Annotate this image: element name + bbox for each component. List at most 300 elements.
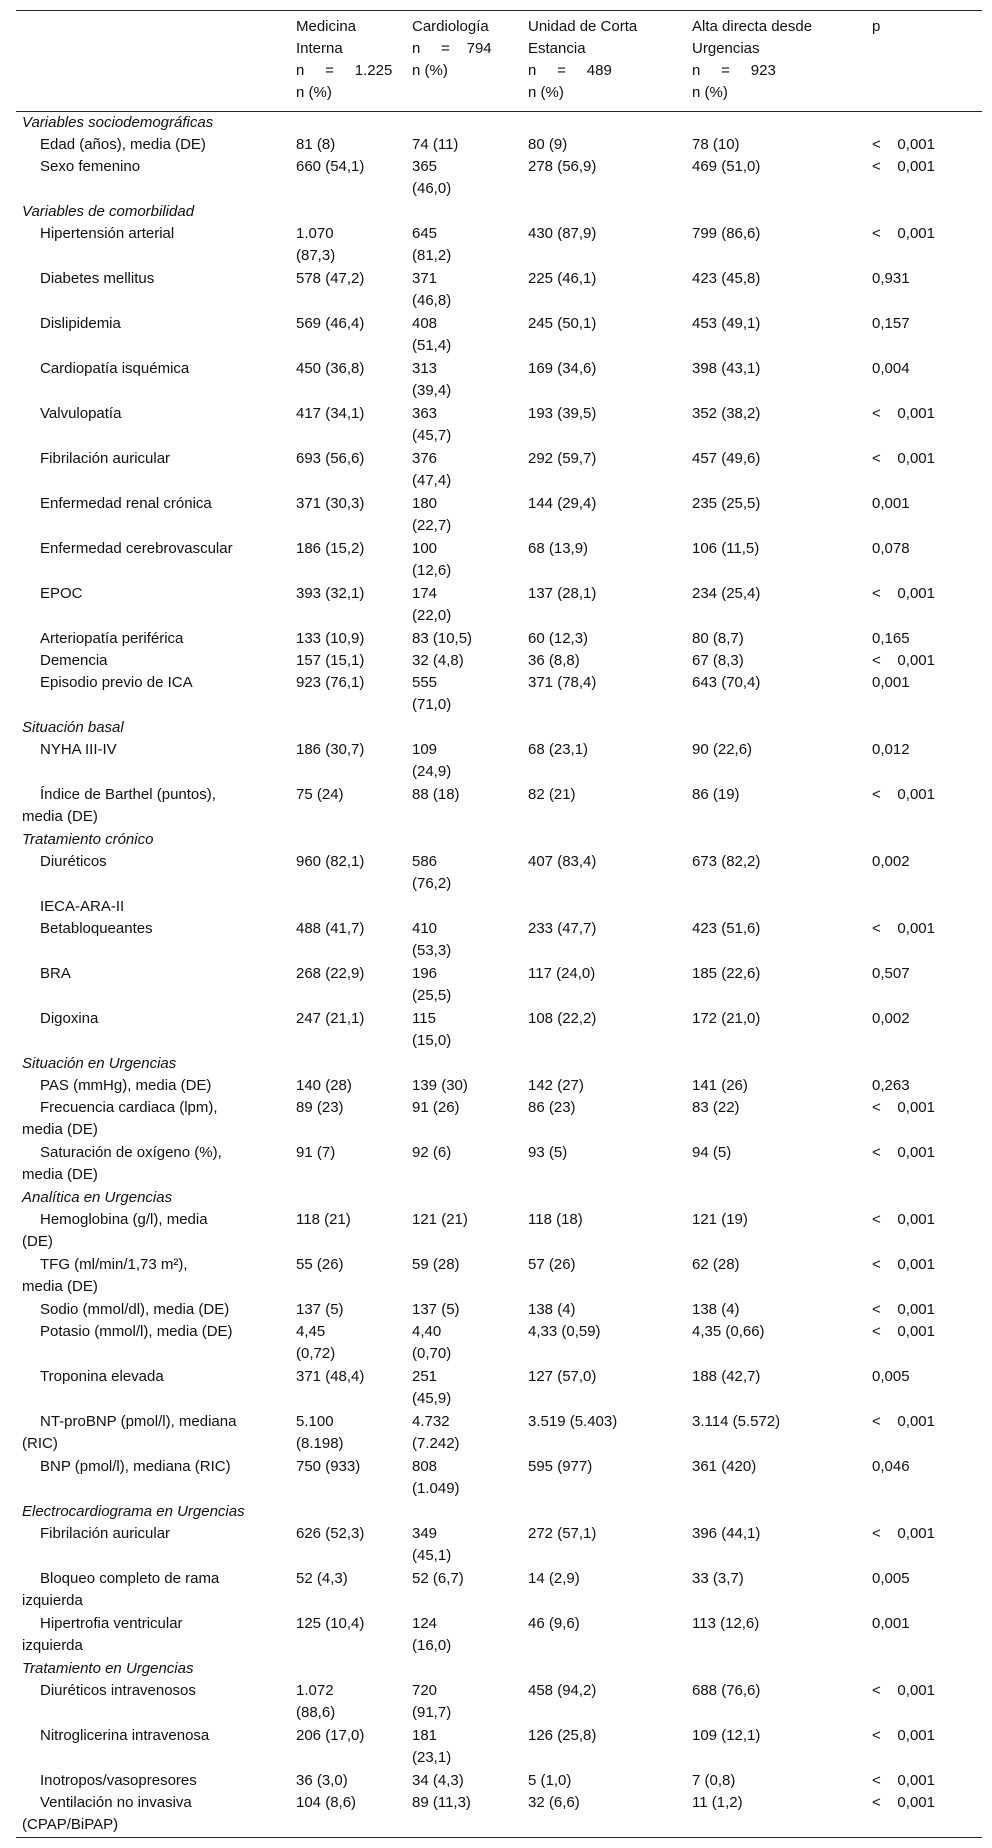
row-label-line: Potasio (mmol/l), media (DE) [40,1323,233,1340]
value-cell: 60 (12,3) [528,630,589,647]
table-row [16,851,982,896]
value-cell: 52 (6,7) [412,1570,464,1587]
row-label-line: Fibrilación auricular [40,450,171,467]
value-cell: 121 (21) [412,1211,468,1228]
table-row [16,268,982,313]
data-table [16,10,982,1838]
row-label-line: (CPAP/BiPAP) [22,1816,119,1833]
row-label [16,134,290,156]
header-p-value: p [872,18,881,35]
value-cell: 234 (25,4) [692,585,761,602]
row-label-line: Nitroglicerina intravenosa [40,1727,210,1744]
value-cell: 193 (39,5) [528,405,597,422]
value-cell: 430 (87,9) [528,225,597,242]
value-cell: 115 (15,0) [412,1010,452,1049]
row-label-line: Demencia [40,652,108,669]
value-cell: 68 (23,1) [528,741,589,758]
row-label [16,1523,290,1568]
value-cell: 586 (76,2) [412,853,452,892]
p-value-cell: 0,005 [872,1570,910,1587]
section-row [16,1658,982,1680]
value-cell: 488 (41,7) [296,920,365,937]
value-cell: 645 (81,2) [412,225,452,264]
p-value-cell: < 0,001 [872,1413,935,1430]
value-cell: 371 (46,8) [412,270,452,309]
row-label-line: Bloqueo completo de rama [40,1570,220,1587]
value-cell: 108 (22,2) [528,1010,597,1027]
row-label-line: Ventilación no invasiva [40,1794,192,1811]
value-cell: 7 (0,8) [692,1772,736,1789]
value-cell [686,896,866,918]
row-label [16,358,290,403]
value-cell: 233 (47,7) [528,920,597,937]
row-label [16,650,290,672]
p-value-cell: 0,001 [872,674,910,691]
value-cell: 89 (11,3) [412,1794,471,1811]
p-value-cell: 0,046 [872,1458,910,1475]
table-row [16,358,982,403]
value-cell: 180 (22,7) [412,495,452,534]
row-label [16,1725,290,1770]
value-cell: 278 (56,9) [528,158,597,175]
value-cell: 55 (26) [296,1256,344,1273]
row-label-line: Betabloqueantes [40,920,153,937]
value-cell: 186 (15,2) [296,540,365,557]
header-unidad-corta-estancia: Unidad de Corta Estancia n = 489 n (%) [528,18,638,101]
table-body [16,112,982,1838]
p-value-cell: < 0,001 [872,1525,935,1542]
value-cell: 960 (82,1) [296,853,365,870]
value-cell: 423 (45,8) [692,270,761,287]
row-label [16,1142,290,1187]
value-cell: 86 (19) [692,786,740,803]
row-label-line: izquierda [22,1637,83,1654]
value-cell: 83 (22) [692,1099,740,1116]
value-cell: 423 (51,6) [692,920,761,937]
table-row [16,313,982,358]
value-cell: 78 (10) [692,136,740,153]
row-label [16,538,290,583]
value-cell: 94 (5) [692,1144,732,1161]
table-row [16,1008,982,1053]
value-cell: 5.100 (8.198) [296,1413,344,1452]
value-cell: 181 (23,1) [412,1727,452,1766]
value-cell [406,896,522,918]
table-row [16,583,982,628]
value-cell: 923 (76,1) [296,674,365,691]
table-header [16,11,982,112]
p-value-cell: < 0,001 [872,1256,935,1273]
section-row [16,201,982,223]
p-value-cell: 0,078 [872,540,910,557]
table-row [16,1321,982,1366]
table-row [16,1254,982,1299]
section-row [16,112,982,135]
value-cell: 408 (51,4) [412,315,452,354]
row-label [16,403,290,448]
p-value-cell: < 0,001 [872,225,935,242]
value-cell: 57 (26) [528,1256,576,1273]
value-cell: 127 (57,0) [528,1368,597,1385]
row-label [16,313,290,358]
p-value-cell: 0,931 [872,270,910,287]
row-label [16,583,290,628]
p-value-cell: < 0,001 [872,1144,935,1161]
value-cell: 80 (8,7) [692,630,744,647]
value-cell: 196 (25,5) [412,965,452,1004]
row-label-line: Enfermedad cerebrovascular [40,540,233,557]
row-label [16,963,290,1008]
row-label-line: Frecuencia cardiaca (lpm), [40,1099,218,1116]
value-cell: 4,40 (0,70) [412,1323,452,1362]
value-cell: 4,33 (0,59) [528,1323,601,1340]
value-cell: 142 (27) [528,1077,584,1094]
value-cell: 138 (4) [692,1301,740,1318]
value-cell: 396 (44,1) [692,1525,761,1542]
p-value-cell: 0,012 [872,741,910,758]
header-cardiologia: Cardiología n = 794 n (%) [412,18,492,79]
p-value-cell: < 0,001 [872,652,935,669]
section-title: Electrocardiograma en Urgencias [22,1503,245,1520]
row-label [16,1008,290,1053]
value-cell: 75 (24) [296,786,344,803]
value-cell: 3.114 (5.572) [692,1413,781,1430]
section-title: Situación basal [22,719,124,736]
value-cell: 352 (38,2) [692,405,761,422]
value-cell: 121 (19) [692,1211,748,1228]
value-cell: 172 (21,0) [692,1010,761,1027]
value-cell: 124 (16,0) [412,1615,452,1654]
row-label [16,672,290,717]
section-title: Tratamiento crónico [22,831,154,848]
section-row [16,1501,982,1523]
section-title: Analítica en Urgencias [22,1189,173,1206]
row-label [16,1209,290,1254]
row-label-line: EPOC [40,585,83,602]
value-cell: 4,45 (0,72) [296,1323,336,1362]
value-cell [290,896,406,918]
value-cell: 398 (43,1) [692,360,761,377]
value-cell: 688 (76,6) [692,1682,761,1699]
value-cell: 32 (4,8) [412,652,464,669]
p-value-cell [866,896,982,918]
row-label [16,1613,290,1658]
table-row [16,1613,982,1658]
table-row [16,963,982,1008]
value-cell: 74 (11) [412,136,459,153]
value-cell: 595 (977) [528,1458,593,1475]
p-value-cell: < 0,001 [872,158,935,175]
value-cell: 292 (59,7) [528,450,597,467]
row-label-line: (RIC) [22,1435,58,1452]
table-row [16,1523,982,1568]
section-title: Situación en Urgencias [22,1055,177,1072]
row-label [16,1366,290,1411]
row-label-line: Hipertensión arterial [40,225,175,242]
table-row [16,156,982,201]
p-value-cell: 0,507 [872,965,910,982]
table-row [16,538,982,583]
p-value-cell: < 0,001 [872,1682,935,1699]
row-label-line: BNP (pmol/l), mediana (RIC) [40,1458,231,1475]
value-cell: 67 (8,3) [692,652,744,669]
table-row [16,1097,982,1142]
value-cell [522,896,686,918]
row-label [16,1097,290,1142]
p-value-cell: < 0,001 [872,405,935,422]
value-cell: 133 (10,9) [296,630,365,647]
value-cell: 693 (56,6) [296,450,365,467]
value-cell: 188 (42,7) [692,1368,761,1385]
table-row [16,1142,982,1187]
value-cell: 4,35 (0,66) [692,1323,765,1340]
value-cell: 376 (47,4) [412,450,452,489]
row-label-line: Índice de Barthel (puntos), [40,786,216,803]
table-row [16,1456,982,1501]
section-row [16,1187,982,1209]
row-label-line: Sodio (mmol/dl), media (DE) [40,1301,230,1318]
row-label [16,1568,290,1613]
p-value-cell: 0,002 [872,853,910,870]
value-cell: 109 (12,1) [692,1727,761,1744]
value-cell: 81 (8) [296,136,336,153]
value-cell: 83 (10,5) [412,630,473,647]
value-cell: 4.732 (7.242) [412,1413,460,1452]
table-row [16,1770,982,1792]
p-value-cell: 0,263 [872,1077,910,1094]
p-value-cell: < 0,001 [872,136,935,153]
table-row [16,784,982,829]
p-value-cell: < 0,001 [872,1099,935,1116]
value-cell: 11 (1,2) [692,1794,743,1811]
value-cell: 140 (28) [296,1077,352,1094]
value-cell: 371 (78,4) [528,674,597,691]
value-cell: 626 (52,3) [296,1525,365,1542]
value-cell: 125 (10,4) [296,1615,365,1632]
row-label [16,1254,290,1299]
row-label-line: NYHA III-IV [40,741,117,758]
value-cell: 109 (24,9) [412,741,452,780]
row-label [16,156,290,201]
row-label [16,851,290,896]
row-label-line: media (DE) [22,1121,98,1138]
value-cell: 450 (36,8) [296,360,365,377]
row-label-line: Diuréticos [40,853,107,870]
row-label-line: Saturación de oxígeno (%), [40,1144,222,1161]
row-label [16,896,290,918]
row-label-line: NT-proBNP (pmol/l), mediana [40,1413,237,1430]
row-label-line: Hemoglobina (g/l), media [40,1211,208,1228]
value-cell: 410 (53,3) [412,920,452,959]
row-label [16,1770,290,1792]
table-row [16,672,982,717]
value-cell: 720 (91,7) [412,1682,452,1721]
p-value-cell: 0,002 [872,1010,910,1027]
value-cell: 82 (21) [528,786,576,803]
p-value-cell: < 0,001 [872,1772,935,1789]
value-cell: 174 (22,0) [412,585,452,624]
p-value-cell: 0,165 [872,630,910,647]
row-label-line: Dislipidemia [40,315,121,332]
value-cell: 113 (12,6) [692,1615,760,1632]
value-cell: 313 (39,4) [412,360,452,399]
value-cell: 169 (34,6) [528,360,597,377]
p-value-cell: < 0,001 [872,450,935,467]
value-cell: 46 (9,6) [528,1615,580,1632]
row-label [16,628,290,650]
value-cell: 555 (71,0) [412,674,452,713]
value-cell: 52 (4,3) [296,1570,348,1587]
value-cell: 3.519 (5.403) [528,1413,618,1430]
row-label [16,1321,290,1366]
value-cell: 137 (5) [412,1301,460,1318]
table-row [16,1411,982,1456]
value-cell: 32 (6,6) [528,1794,580,1811]
row-label-line: media (DE) [22,1278,98,1295]
p-value-cell: < 0,001 [872,1301,935,1318]
row-label-line: PAS (mmHg), media (DE) [40,1077,212,1094]
section-title: Variables sociodemográficas [22,114,214,131]
value-cell: 245 (50,1) [528,315,597,332]
value-cell: 393 (32,1) [296,585,365,602]
value-cell: 137 (5) [296,1301,344,1318]
table-row [16,223,982,268]
value-cell: 808 (1.049) [412,1458,460,1497]
value-cell: 458 (94,2) [528,1682,597,1699]
value-cell: 268 (22,9) [296,965,365,982]
value-cell: 34 (4,3) [412,1772,464,1789]
row-label-line: Cardiopatía isquémica [40,360,190,377]
value-cell: 89 (23) [296,1099,344,1116]
value-cell: 1.072 (88,6) [296,1682,336,1721]
row-label [16,1411,290,1456]
section-row [16,829,982,851]
value-cell: 750 (933) [296,1458,361,1475]
value-cell: 36 (3,0) [296,1772,348,1789]
value-cell: 5 (1,0) [528,1772,572,1789]
value-cell: 349 (45,1) [412,1525,452,1564]
row-label-line: BRA [40,965,71,982]
section-row [16,717,982,739]
value-cell: 14 (2,9) [528,1570,580,1587]
value-cell: 139 (30) [412,1077,468,1094]
row-label-line: Inotropos/vasopresores [40,1772,197,1789]
row-label [16,1075,290,1097]
value-cell: 68 (13,9) [528,540,589,557]
table-row [16,1568,982,1613]
table-row [16,918,982,963]
p-value-cell: < 0,001 [872,1727,935,1744]
value-cell: 141 (26) [692,1077,748,1094]
p-value-cell: 0,157 [872,315,910,332]
value-cell: 92 (6) [412,1144,452,1161]
row-label [16,784,290,829]
value-cell: 371 (30,3) [296,495,365,512]
p-value-cell: 0,005 [872,1368,910,1385]
row-label-line: izquierda [22,1592,83,1609]
row-label-line: Sexo femenino [40,158,141,175]
value-cell: 80 (9) [528,136,568,153]
table-row [16,1209,982,1254]
value-cell: 33 (3,7) [692,1570,744,1587]
table-row [16,1075,982,1097]
value-cell: 36 (8,8) [528,652,580,669]
row-label-line: Diabetes mellitus [40,270,155,287]
row-label-line: Episodio previo de ICA [40,674,193,691]
row-label-line: Troponina elevada [40,1368,164,1385]
table-row [16,896,982,918]
p-value-cell: 0,001 [872,1615,910,1632]
table-row [16,134,982,156]
row-label [16,918,290,963]
value-cell: 569 (46,4) [296,315,365,332]
value-cell: 88 (18) [412,786,460,803]
value-cell: 363 (45,7) [412,405,452,444]
value-cell: 660 (54,1) [296,158,365,175]
value-cell: 235 (25,5) [692,495,761,512]
value-cell: 643 (70,4) [692,674,761,691]
row-label-line: Hipertrofia ventricular [40,1615,183,1632]
value-cell: 225 (46,1) [528,270,597,287]
p-value-cell: < 0,001 [872,1323,935,1340]
table-row [16,448,982,493]
table-row [16,493,982,538]
value-cell: 62 (28) [692,1256,740,1273]
p-value-cell: < 0,001 [872,1794,935,1811]
row-label [16,1456,290,1501]
value-cell: 118 (21) [296,1211,351,1228]
row-label-line: Edad (años), media (DE) [40,136,206,153]
p-value-cell: < 0,001 [872,920,935,937]
p-value-cell: < 0,001 [872,585,935,602]
table-row [16,1725,982,1770]
table-row [16,739,982,784]
value-cell: 59 (28) [412,1256,460,1273]
value-cell: 93 (5) [528,1144,568,1161]
value-cell: 469 (51,0) [692,158,761,175]
section-title: Tratamiento en Urgencias [22,1660,194,1677]
table-row [16,650,982,672]
row-label-line: Valvulopatía [40,405,122,422]
value-cell: 104 (8,6) [296,1794,357,1811]
value-cell: 417 (34,1) [296,405,365,422]
row-label-line: Enfermedad renal crónica [40,495,212,512]
value-cell: 247 (21,1) [296,1010,365,1027]
value-cell: 91 (26) [412,1099,460,1116]
value-cell: 100 (12,6) [412,540,452,579]
value-cell: 185 (22,6) [692,965,761,982]
value-cell: 126 (25,8) [528,1727,597,1744]
value-cell: 799 (86,6) [692,225,761,242]
p-value-cell: < 0,001 [872,786,935,803]
value-cell: 673 (82,2) [692,853,761,870]
p-value-cell: 0,001 [872,495,910,512]
value-cell: 578 (47,2) [296,270,365,287]
header-label-col [16,11,290,112]
value-cell: 251 (45,9) [412,1368,452,1407]
table-row [16,1792,982,1837]
section-row [16,1053,982,1075]
value-cell: 361 (420) [692,1458,757,1475]
value-cell: 157 (15,1) [296,652,365,669]
row-label [16,1792,290,1837]
value-cell: 118 (18) [528,1211,583,1228]
value-cell: 86 (23) [528,1099,576,1116]
row-label-line: TFG (ml/min/1,73 m²), [40,1256,188,1273]
value-cell: 137 (28,1) [528,585,597,602]
row-label [16,268,290,313]
row-label [16,739,290,784]
